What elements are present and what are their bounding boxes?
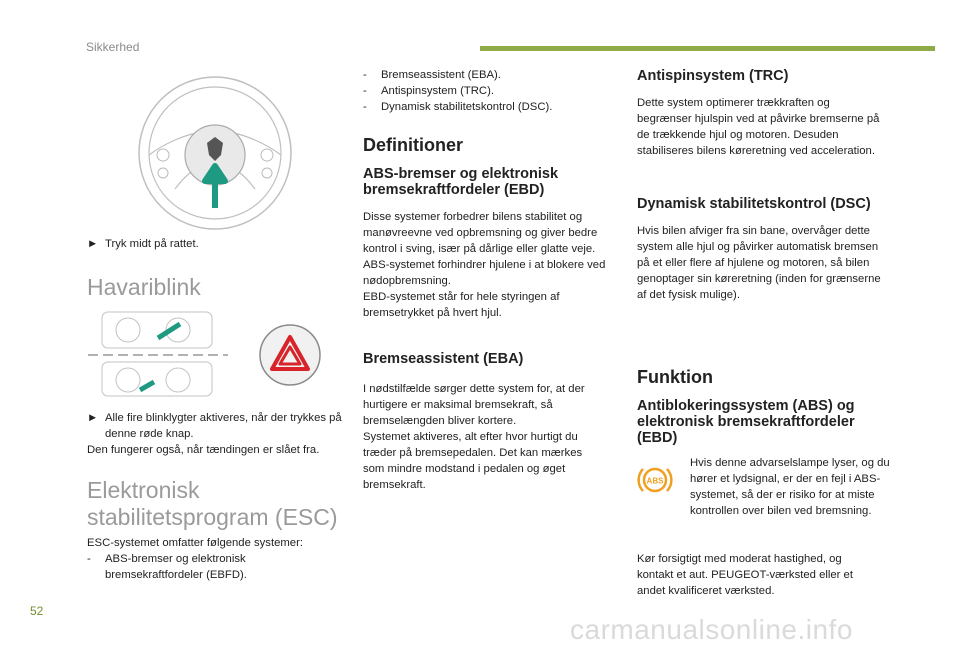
eba-text: I nødstilfælde sørger dette system for, at der hurtigere er maksimal bremsekraft, så bremselængden bliver kortere. Systemet aktiveres, alt efter hvor hurtigt du træder på bremsepedalen. Det kan mærkes som mindre modstand i pedalen og øget bremsekraft. [363, 383, 585, 491]
eba-title: Bremseassistent (EBA) [363, 351, 524, 367]
watermark: carmanualsonline.info [570, 614, 853, 645]
steering-caption: ► Tryk midt på rattet. [87, 238, 199, 250]
abs-function-title: Antiblokeringssystem (ABS) og elektronisk bremsekraftfordeler (EBD) [637, 398, 855, 446]
trc-title: Antispinsystem (TRC) [637, 68, 789, 84]
hazard-bullet: ► Alle fire blinklygter aktiveres, når der trykkes på denne røde knap. [87, 412, 342, 440]
list-item: - Bremseassistent (EBA). [363, 69, 501, 81]
page-number: 52 [30, 604, 44, 618]
bullet-marker: ► [87, 412, 99, 424]
funktion-title: Funktion [637, 367, 713, 387]
hazard-button-icon [258, 323, 322, 387]
abs-title: ABS-bremser og elektronisk bremsekraftfordeler (EBD) [363, 166, 559, 198]
abs-text: Disse systemer forbedrer bilens stabilitet og manøvreevne ved opbremsning og giver bedre kontrol i sving, især på dårlige eller glatte veje. ABS-systemet forhindrer hjulene i at blokere ved nødopbremsning. EBD-systemet står for hele styringen af bremsetrykket på hvert hjul. [363, 211, 606, 319]
hazard-note: Den fungerer også, når tændingen er slået fra. [87, 444, 320, 456]
definitions-title: Definitioner [363, 135, 464, 155]
bullet-marker: ► [87, 238, 99, 250]
hazard-text [87, 410, 347, 458]
esc-list-continued [363, 67, 613, 115]
esc-title: Elektronisk stabilitetsprogram (ESC) [87, 477, 338, 530]
list-item: - Antispinsystem (TRC). [363, 85, 494, 97]
header-accent-bar [480, 46, 935, 51]
drive-advice-text: Kør forsigtigt med moderat hastighed, og kontakt et aut. PEUGEOT-værksted eller et andet kvalificeret værksted. [637, 553, 853, 597]
trc-text: Dette system optimerer trækkraften og begrænser hjulspin ved at påvirke bremserne på de trækkende hjul og motoren. Desuden stabiliseres bilens køreretning ved acceleration. [637, 97, 880, 157]
section-label: Sikkerhed [86, 40, 140, 54]
esc-intro: ESC-systemet omfatter følgende systemer: [87, 537, 303, 549]
list-item: - Dynamisk stabilitetskontrol (DSC). [363, 101, 553, 113]
abs-warning-lamp-icon [637, 463, 673, 497]
abs-warning-text: Hvis denne advarselslampe lyser, og du hører et lydsignal, er der en fejl i ABS-systemet, så der er risiko for at miste kontrollen over bilen ved bremsning. [690, 457, 890, 517]
dashboard-illustration [88, 308, 228, 398]
hazard-title: Havariblink [87, 274, 201, 300]
dsc-text: Hvis bilen afviger fra sin bane, overvåger dette system alle hjul og påvirker automatisk bremsen på et eller flere af hjulene og motoren, så bilen genoptager sin køreretning (inden for grænserne af det fysisk mulige). [637, 225, 881, 301]
esc-text [87, 535, 337, 583]
esc-list-item: - ABS-bremser og elektronisk bremsekraftfordeler (EBFD). [87, 553, 247, 581]
dsc-title: Dynamisk stabilitetskontrol (DSC) [637, 196, 871, 212]
steering-wheel-illustration [135, 73, 295, 233]
svg-text:ABS: ABS [646, 476, 664, 486]
